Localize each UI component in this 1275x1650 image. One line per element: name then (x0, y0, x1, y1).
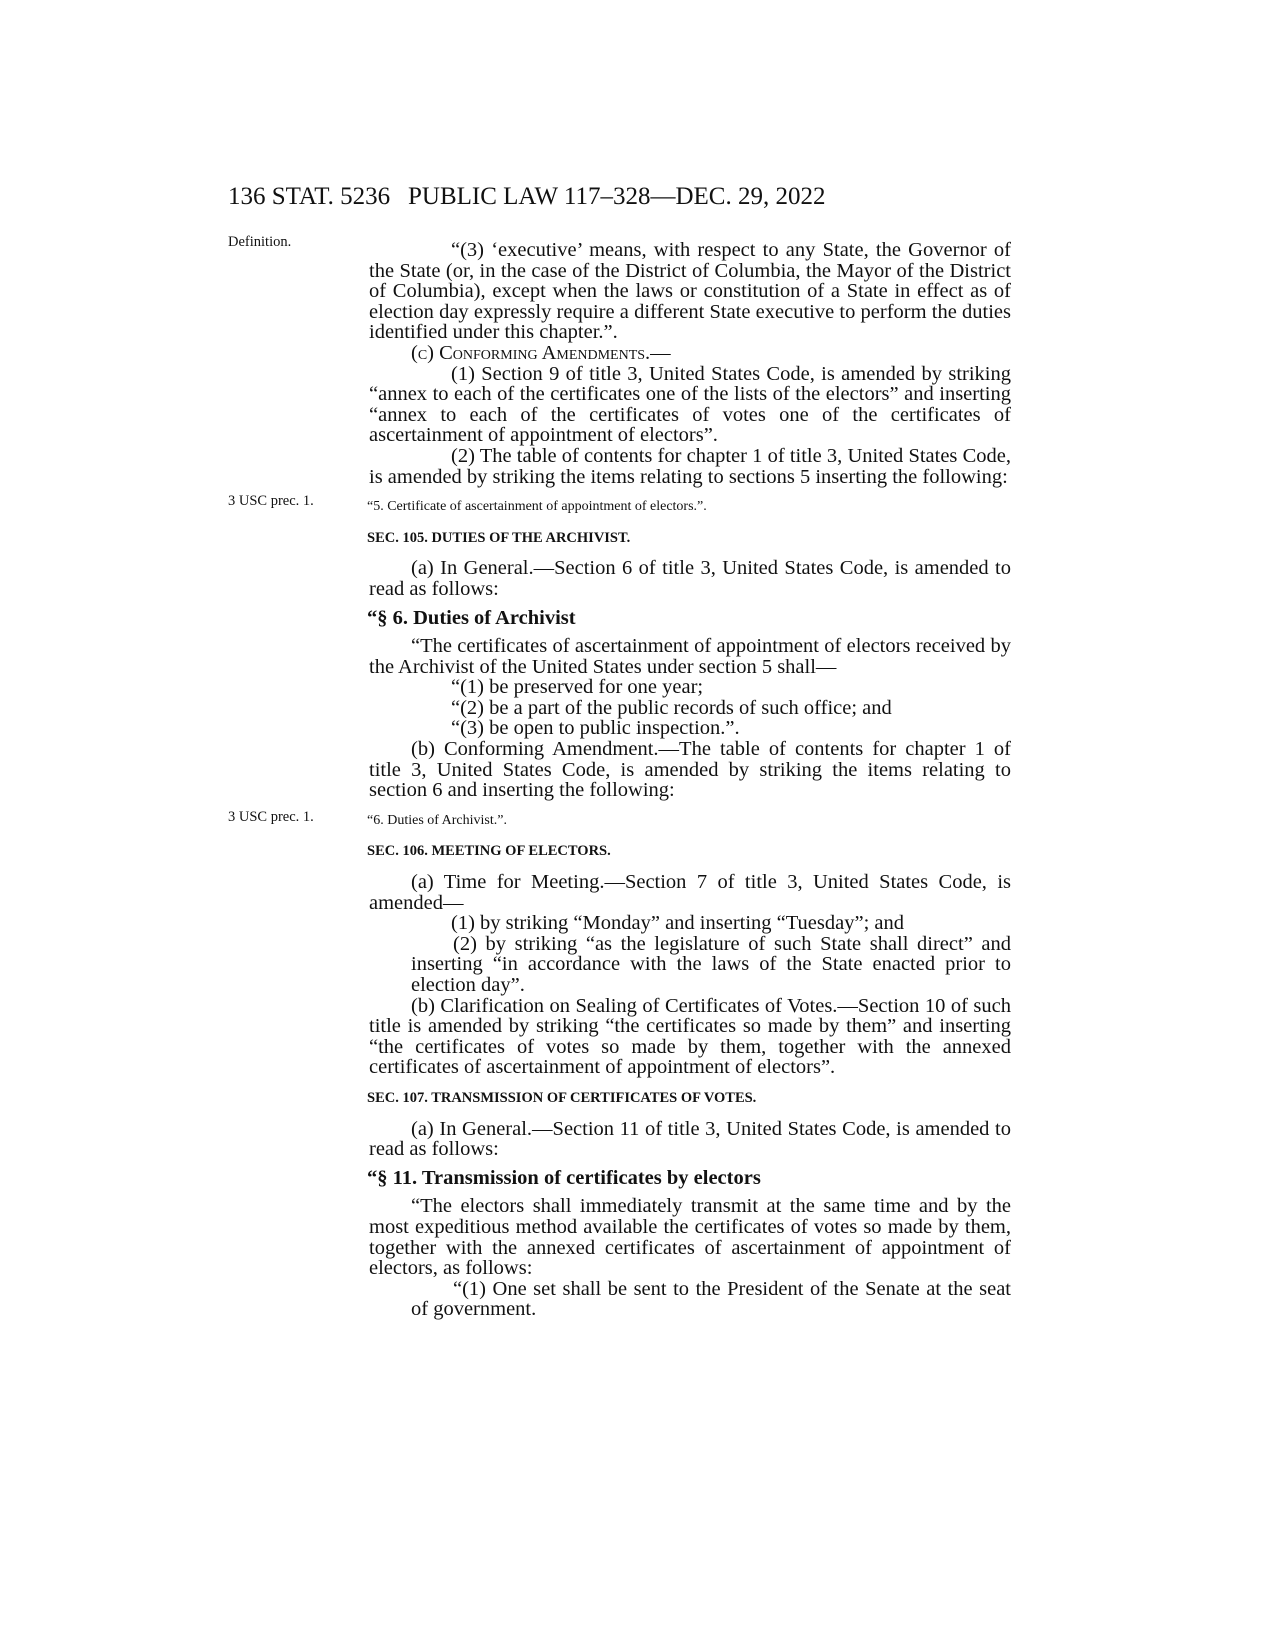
section-6-paragraph: “The certificates of ascertainment of appointment of electors received by the Archivist of the United States under section 5 shall— (369, 635, 1011, 678)
section-107-a: (a) In General.—Section 11 of title 3, United States Code, is amended to read as follows: (369, 1117, 1011, 1161)
section-105-b: (b) Conforming Amendment.—The table of contents for chapter 1 of title 3, United States Code, is amended by striking the items relating to section 6 and inserting the following: (369, 738, 1011, 802)
toc-item-5: “5. Certificate of ascertainment of appointment of electors.”. (367, 499, 707, 515)
paragraph-executive-definition: “(3) ‘executive’ means, with respect to any State, the Governor of the State (or, in the case of the District of Columbia, the Mayor of the District of Columbia), except when the laws or constitution of a State in effect as of election day expressly require a different State executive to perform the duties identified under this chapter.”. (369, 239, 1011, 344)
running-header: PUBLIC LAW 117–328—DEC. 29, 2022 (408, 183, 826, 210)
section-106-heading: SEC. 106. MEETING OF ELECTORS. (367, 843, 611, 860)
subsection-c-heading: (c) Conforming Amendments.— (411, 341, 671, 364)
list-item-2: “(2) be a part of the public records of such office; and (451, 696, 892, 719)
section-105-a: (a) In General.—Section 6 of title 3, United States Code, is amended to read as follows: (369, 557, 1011, 600)
section-106-b: (b) Clarification on Sealing of Certificates of Votes.—Section 10 of such title is amended by striking “the certificates so made by them” and inserting “the certificates of votes so made by them, together with the annexed certificates of ascertainment of appointment of electors”. (369, 994, 1011, 1079)
margin-note-usc-2: 3 USC prec. 1. (228, 809, 314, 825)
section-107-heading: SEC. 107. TRANSMISSION OF CERTIFICATES OF VOTES. (367, 1089, 757, 1106)
section-11-heading: “§ 11. Transmission of certificates by electors (367, 1166, 761, 1189)
body-text (369, 240, 1011, 1320)
list-item-1: “(1) be preserved for one year; (451, 676, 704, 699)
section-106-a: (a) Time for Meeting.—Section 7 of title 3, United States Code, is amended— (369, 871, 1011, 914)
section-6-heading: “§ 6. Duties of Archivist (367, 606, 576, 629)
list-item-3: “(3) be open to public inspection.”. (451, 717, 740, 740)
section-105-heading: SEC. 105. DUTIES OF THE ARCHIVIST. (367, 529, 631, 546)
section-11-paragraph: “The electors shall immediately transmit at the same time and by the most expeditious method available the certificates of votes so made by them, together with the annexed certificates of ascertainment of appointment of electors, as follows: (369, 1195, 1011, 1280)
statute-page-number: 136 STAT. 5236 (228, 183, 391, 210)
toc-item-6: “6. Duties of Archivist.”. (367, 812, 507, 828)
section-11-item-1: “(1) One set shall be sent to the President of the Senate at the seat of government. (411, 1277, 1011, 1321)
margin-note-usc-1: 3 USC prec. 1. (228, 493, 314, 509)
section-106-a-1: (1) by striking “Monday” and inserting “Tuesday”; and (451, 912, 905, 935)
paragraph-c2: (2) The table of contents for chapter 1 of title 3, United States Code, is amended by striking the items relating to sections 5 inserting the following: (369, 444, 1011, 488)
section-106-a-2: (2) by striking “as the legislature of such State shall direct” and inserting “in accordance with the laws of the State enacted prior to election day”. (411, 932, 1011, 996)
margin-note-definition: Definition. (228, 234, 292, 250)
paragraph-c1: (1) Section 9 of title 3, United States Code, is amended by striking “annex to each of the certificates one of the lists of the electors” and inserting “annex to each of the certificates of votes one of the certificates of ascertainment of appointment of electors”. (369, 362, 1011, 447)
